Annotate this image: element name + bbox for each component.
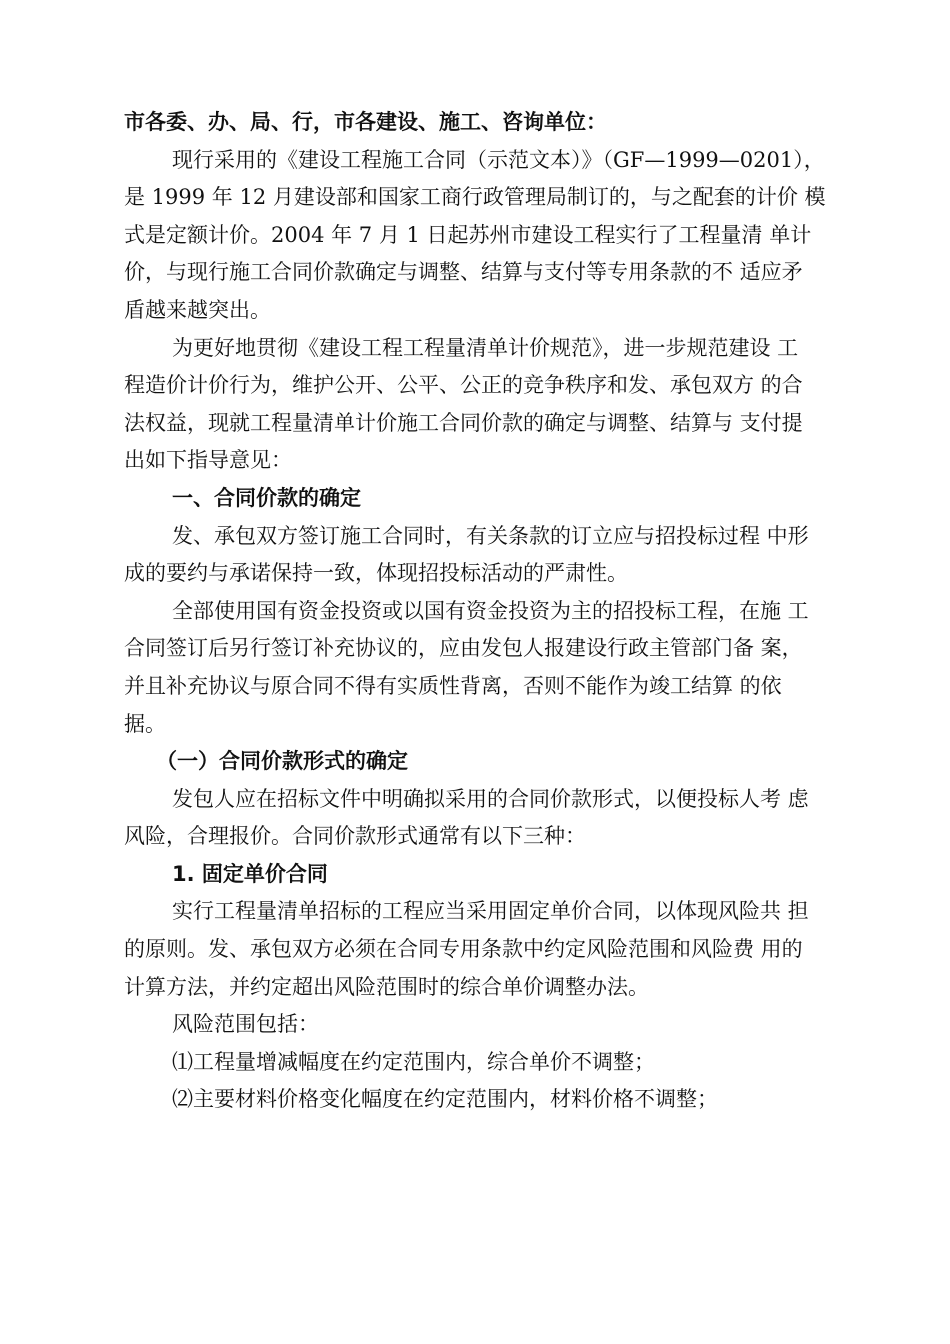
paragraph-line: 并且补充协议与原合同不得有实质性背离，否则不能作为竣工结算 的依 bbox=[124, 673, 782, 698]
paragraph-line: 式是定额计价。2004 年 7 月 1 日起苏州市建设工程实行了工程量清 单计 bbox=[124, 222, 812, 247]
paragraph-line: 盾越来越突出。 bbox=[124, 297, 271, 322]
paragraph-current-contract bbox=[124, 142, 872, 330]
paragraph-line: 全部使用国有资金投资或以国有资金投资为主的招投标工程，在施 工 bbox=[172, 598, 809, 623]
paragraph-line: 发包人应在招标文件中明确拟采用的合同价款形式，以便投标人考 虑 bbox=[172, 786, 809, 811]
list-item: ⑵主要材料价格变化幅度在约定范围内，材料价格不调整； bbox=[172, 1087, 718, 1112]
risk-intro: 风险范围包括： bbox=[172, 1012, 319, 1037]
paragraph-line: 计算方法，并约定超出风险范围时的综合单价调整办法。 bbox=[124, 974, 649, 999]
document-page bbox=[124, 104, 872, 1119]
paragraph-contract-terms bbox=[124, 518, 872, 593]
paragraph-line: 合同签订后另行签订补充协议的，应由发包人报建设行政主管部门备 案， bbox=[124, 636, 803, 661]
paragraph-line: 风险，合理报价。合同价款形式通常有以下三种： bbox=[124, 824, 586, 849]
paragraph-line: 是 1999 年 12 月建设部和国家工商行政管理局制订的，与之配套的计价 模 bbox=[124, 185, 826, 210]
heading-section-1: 一、合同价款的确定 bbox=[172, 485, 361, 510]
paragraph-line: 的原则。发、承包双方必须在合同专用条款中约定风险范围和风险费 用的 bbox=[124, 937, 803, 962]
paragraph-line: 现行采用的《建设工程施工合同（示范文本）》（GF—1999—0201）， bbox=[172, 147, 825, 172]
paragraph-price-form bbox=[124, 781, 872, 856]
paragraph-line: 出如下指导意见： bbox=[124, 448, 292, 473]
heading-subsection-1: （一）合同价款形式的确定 bbox=[156, 749, 408, 774]
risk-list bbox=[124, 1044, 872, 1119]
list-item: ⑴工程量增减幅度在约定范围内，综合单价不调整； bbox=[172, 1049, 655, 1074]
paragraph-fixed-unit-price bbox=[124, 893, 872, 1006]
paragraph-state-funded bbox=[124, 593, 872, 743]
paragraph-line: 据。 bbox=[124, 711, 166, 736]
salutation: 市各委、办、局、行，市各建设、施工、咨询单位： bbox=[124, 110, 607, 134]
paragraph-line: 程造价计价行为，维护公开、公平、公正的竞争秩序和发、承包双方 的合 bbox=[124, 373, 803, 398]
paragraph-line: 价，与现行施工合同价款确定与调整、结算与支付等专用条款的不 适应矛 bbox=[124, 260, 803, 285]
heading-fixed-unit-price: 1. 固定单价合同 bbox=[172, 861, 328, 886]
paragraph-line: 发、承包双方签订施工合同时，有关条款的订立应与招投标过程 中形 bbox=[172, 523, 809, 548]
paragraph-line: 为更好地贯彻《建设工程工程量清单计价规范》，进一步规范建设 工 bbox=[172, 335, 799, 360]
paragraph-line: 法权益，现就工程量清单计价施工合同价款的确定与调整、结算与 支付提 bbox=[124, 410, 803, 435]
paragraph-line: 实行工程量清单招标的工程应当采用固定单价合同，以体现风险共 担 bbox=[172, 899, 809, 924]
paragraph-purpose bbox=[124, 330, 872, 480]
paragraph-line: 成的要约与承诺保持一致，体现招投标活动的严肃性。 bbox=[124, 561, 628, 586]
